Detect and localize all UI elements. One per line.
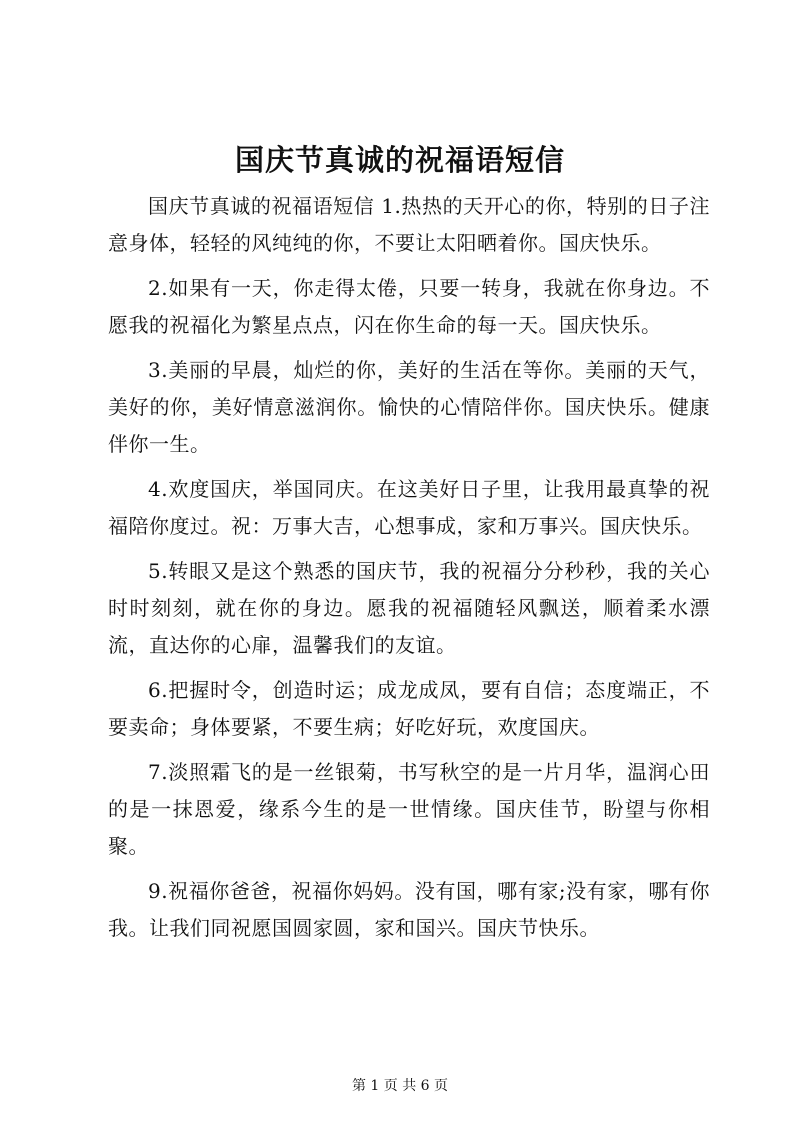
page-footer: 第 1 页 共 6 页	[351, 1078, 449, 1094]
paragraph-8: 9.祝福你爸爸，祝福你妈妈。没有国，哪有家;没有家，哪有你我。让我们同祝愿国圆家圆，家和国兴。国庆节快乐。	[108, 879, 710, 940]
paragraph-6: 6.把握时令，创造时运；成龙成凤，要有自信；态度端正，不要卖命；身体要紧，不要生病；好吃好玩，欢度国庆。	[108, 678, 710, 739]
page-title: 国庆节真诚的祝福语短信	[234, 143, 565, 177]
paragraph-7: 7.淡照霜飞的是一丝银菊，书写秋空的是一片月华，温润心田的是一抹恩爱，缘系今生的是一世情缘。国庆佳节，盼望与你相聚。	[108, 760, 710, 858]
paragraph-1: 国庆节真诚的祝福语短信 1.热热的天开心的你，特别的日子注意身体，轻轻的风纯纯的你，不要让太阳晒着你。国庆快乐。	[108, 194, 710, 255]
paragraph-4: 4.欢度国庆，举国同庆。在这美好日子里，让我用最真挚的祝福陪你度过。祝：万事大吉，心想事成，家和万事兴。国庆快乐。	[108, 477, 710, 538]
paragraph-3: 3.美丽的早晨，灿烂的你，美好的生活在等你。美丽的天气，美好的你，美好情意滋润你。愉快的心情陪伴你。国庆快乐。健康伴你一生。	[108, 358, 710, 456]
paragraph-5: 5.转眼又是这个熟悉的国庆节，我的祝福分分秒秒，我的关心时时刻刻，就在你的身边。愿我的祝福随轻风飘送，顺着柔水漂流，直达你的心扉，温馨我们的友谊。	[108, 559, 710, 657]
paragraph-2: 2.如果有一天，你走得太倦，只要一转身，我就在你身边。不愿我的祝福化为繁星点点，闪在你生命的每一天。国庆快乐。	[108, 276, 710, 337]
document-body	[108, 188, 710, 955]
